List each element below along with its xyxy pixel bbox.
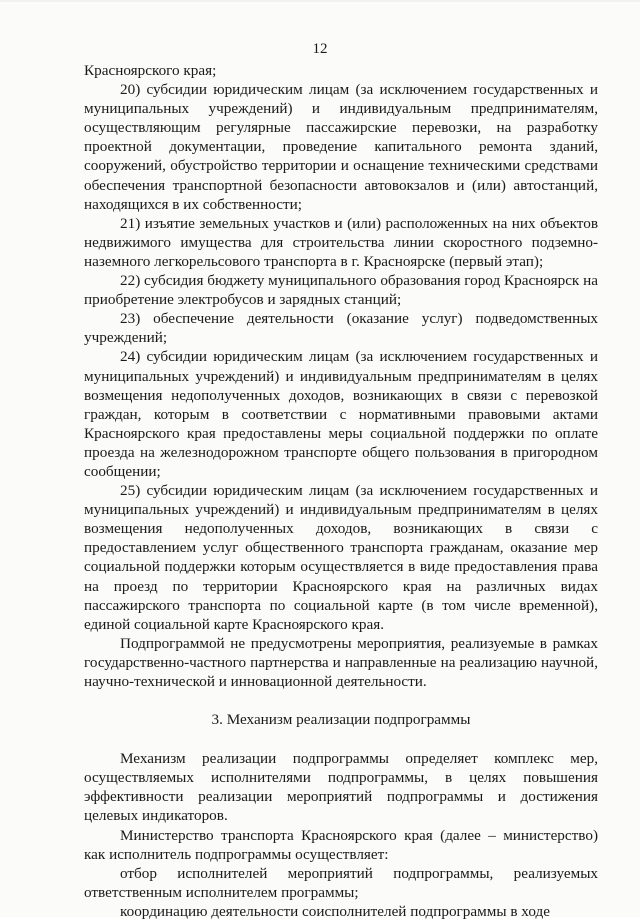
document-body: [84, 61, 598, 921]
list-item-21: 21) изъятие земельных участков и (или) расположенных на них объектов недвижимого имущества для строительства линии скоростного подземно-наземного легкорельсового транспорта в г. Красноярске (первый этап);: [84, 214, 598, 270]
page-number: 12: [312, 41, 328, 57]
list-item-24: 24) субсидии юридическим лицам (за исключением государственных и муниципальных учреждений) и индивидуальным предпринимателям в целях возмещения недополученных доходов, возникающих в связи с перевозкой граждан, которым в соответствии с нормативными правовыми актами Красноярского края предоставлены меры социальной поддержки по оплате проезда на железнодорожном транспорте общего пользования в пригородном сообщении;: [84, 348, 598, 480]
paragraph-ministry: Министерство транспорта Красноярского края (далее – министерство) как исполнитель подпрограммы осуществляет:: [84, 826, 598, 863]
list-item-20: 20) субсидии юридическим лицам (за исключением государственных и муниципальных учреждений) и индивидуальным предпринимателям, осуществляющим регулярные пассажирские перевозки, на разработку проектной документации, проведение капитального ремонта зданий, сооружений, обустройство территории и оснащение техническими средствами обеспечения транспортной безопасности автовокзалов и (или) автостанций, находящихся в их собственности;: [84, 81, 598, 213]
duty-selection: отбор исполнителей мероприятий подпрограммы, реализуемых ответственным исполнителем программы;: [84, 864, 598, 901]
paragraph-continuation: Красноярского края;: [84, 62, 217, 79]
scan-edge: [0, 0, 640, 2]
paragraph-ppp-note: Подпрограммой не предусмотрены мероприятия, реализуемые в рамках государственно-частного партнерства и направленные на реализацию научной, научно-технической и инновационной деятельности.: [84, 634, 598, 690]
list-item-23: 23) обеспечение деятельности (оказание услуг) подведомственных учреждений;: [84, 310, 598, 347]
duty-coordination: координацию деятельности соисполнителей подпрограммы в ходе: [120, 902, 550, 920]
list-item-22: 22) субсидия бюджету муниципального образования город Красноярск на приобретение электробусов и зарядных станций;: [84, 272, 598, 309]
paragraph-mechanism: Механизм реализации подпрограммы определяет комплекс мер, осуществляемых исполнителями подпрограммы, в целях повышения эффективности реализации мероприятий подпрограммы и достижения целевых индикаторов.: [84, 750, 598, 825]
list-item-25: 25) субсидии юридическим лицам (за исключением государственных и муниципальных учреждений) и индивидуальным предпринимателям в целях возмещения недополученных доходов, возникающих в связи с предоставлением услуг общественного транспорта гражданам, оказание мер социальной поддержки которым осуществляется в виде предоставления права на проезд по территории Красноярского края на различных видах пассажирского транспорта по социальной карте (в том числе временной), единой социальной карте Красноярского края.: [84, 482, 598, 633]
section-heading: 3. Механизм реализации подпрограммы: [211, 711, 471, 729]
